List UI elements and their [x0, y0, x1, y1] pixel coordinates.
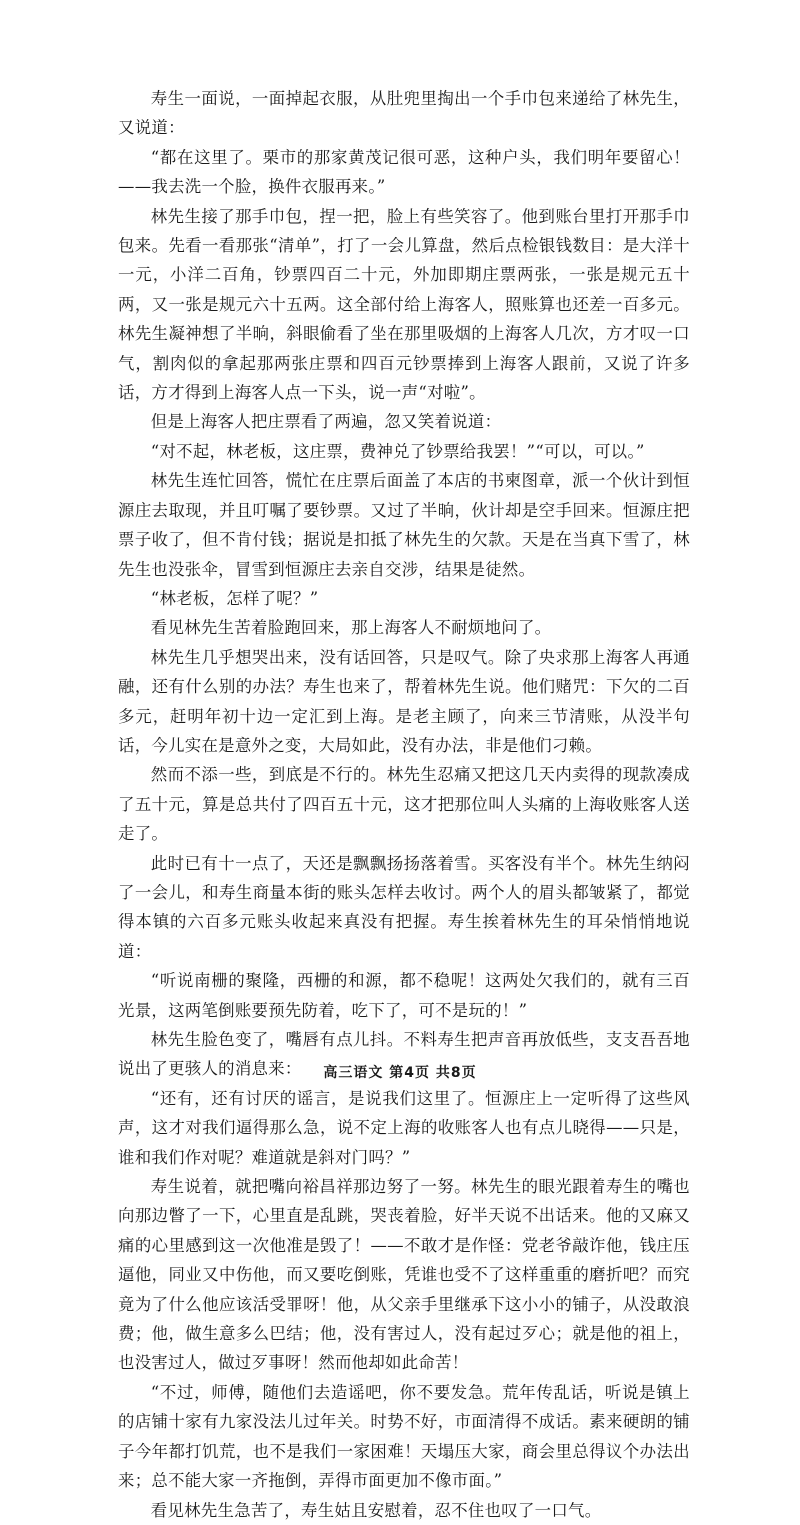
paragraph: 然而不添一些，到底是不行的。林先生忍痛又把这几天内卖得的现款凑成了五十元，算是总共付了四百五十元，这才把那位叫人头痛的上海收账客人送走了。 — [118, 765, 690, 844]
paragraph: 林先生几乎想哭出来，没有话回答，只是叹气。除了央求那上海客人再通融，还有什么别的办法？寿生也来了，帮着林先生说。他们赌咒：下欠的二百多元，赶明年初十边一定汇到上海。是老主顾了，向来三节清账，从没半句话，今儿实在是意外之变，大局如此，没有办法，非是他们刁赖。 — [118, 647, 690, 755]
paragraph: “还有，还有讨厌的谣言，是说我们这里了。恒源庄上一定听得了这些风声，这才对我们逼得那么急，说不定上海的收账客人也有点儿晓得——只是，谁和我们作对呢？难道就是斜对门吗？” — [118, 1088, 690, 1167]
paragraph: 林先生接了那手巾包，捏一把，脸上有些笑容了。他到账台里打开那手巾包来。先看一看那张“清单”，打了一会儿算盘，然后点检银钱数目：是大洋十一元，小洋二百角，钞票四百二十元，外加即期庄票两张，一张是规元五十两，又一张是规元六十五两。这全部付给上海客人，照账算也还差一百多元。林先生凝神想了半晌，斜眼偷看了坐在那里吸烟的上海客人几次，方才叹一口气，割肉似的拿起那两张庄票和四百元钞票捧到上海客人跟前，又说了许多话，方才得到上海客人点一下头，说一声“对啦”。 — [118, 206, 690, 403]
paragraph: “听说南栅的聚隆，西栅的和源，都不稳呢！这两处欠我们的，就有三百光景，这两笔倒账要预先防着，吃下了，可不是玩的！” — [118, 971, 690, 1020]
paragraph: 寿生一面说，一面掉起衣服，从肚兜里掏出一个手巾包来递给了林先生，又说道： — [118, 89, 690, 138]
paragraph: 此时已有十一点了，天还是飘飘扬扬落着雪。买客没有半个。林先生纳闷了一会儿，和寿生商量本街的账头怎样去收讨。两个人的眉头都皱紧了，都觉得本镇的六百多元账头收起来真没有把握。寿生挨着林先生的耳朵悄悄地说道： — [118, 853, 690, 961]
paragraph: 林先生脸色变了，嘴唇有点儿抖。不料寿生把声音再放低些，支支吾吾地说出了更骇人的消息来： — [118, 1030, 690, 1079]
paragraph: “对不起，林老板，这庄票，费神兑了钞票给我罢！”“可以，可以。” — [150, 441, 645, 461]
paragraph: 林先生连忙回答，慌忙在庄票后面盖了本店的书柬图章，派一个伙计到恒源庄去取现，并且叮嘱了要钞票。又过了半晌，伙计却是空手回来。恒源庄把票子收了，但不肯付钱；据说是扣抵了林先生的欠款。天是在当真下雪了，林先生也没张伞，冒雪到恒源庄去亲自交涉，结果是徒然。 — [118, 471, 690, 579]
passage-text — [118, 84, 690, 1525]
paragraph: 看见林先生急苦了，寿生姑且安慰着，忍不住也叹了一口气。 — [150, 1500, 602, 1520]
paragraph: “林老板，怎样了呢？” — [150, 588, 319, 608]
page-footer: 高三语文 第4页 共8页 — [323, 1065, 477, 1081]
paragraph: 看见林先生苦着脸跑回来，那上海客人不耐烦地问了。 — [150, 618, 552, 638]
paragraph: “不过，师傅，随他们去造谣吧，你不要发急。荒年传乱话，听说是镇上的店铺十家有九家没法儿过年关。时势不好，市面清得不成话。素来硬朗的铺子今年都打饥荒，也不是我们一家困难！天塌压大家，商会里总得议个办法出来；总不能大家一齐拖倒，弄得市面更加不像市面。” — [118, 1382, 690, 1491]
paragraph: 寿生说着，就把嘴向裕昌祥那边努了一努。林先生的眼光跟着寿生的嘴也向那边瞥了一下，心里直是乱跳，哭丧着脸，好半天说不出话来。他的又麻又痛的心里感到这一次他准是毁了！——不敢才是作怪：党老爷敲诈他，钱庄压逼他，同业又中伤他，而又要吃倒账，凭谁也受不了这样重重的磨折吧？而究竟为了什么他应该活受罪呀！他，从父亲手里继承下这小小的铺子，从没敢浪费；他，做生意多么巴结；他，没有害过人，没有起过歹心；就是他的祖上，也没害过人，做过歹事呀！然而他却如此命苦！ — [118, 1177, 690, 1373]
paragraph: “都在这里了。栗市的那家黄茂记很可恶，这种户头，我们明年要留心！——我去洗一个脸，换件衣服再来。” — [118, 147, 690, 197]
paragraph: 但是上海客人把庄票看了两遍，忽又笑着说道： — [150, 412, 502, 432]
